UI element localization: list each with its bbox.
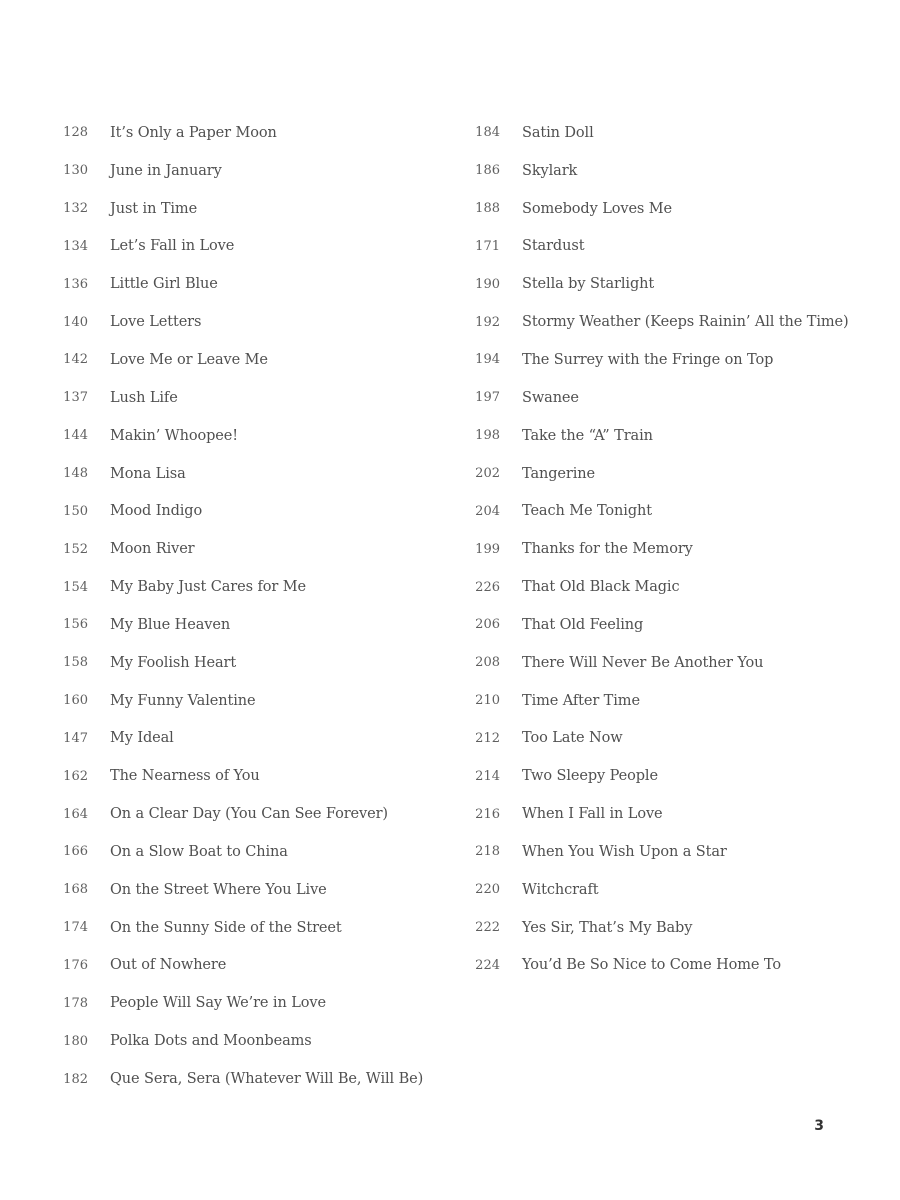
entry-song-title: Let’s Fall in Love	[110, 238, 235, 255]
contents-entry	[58, 909, 438, 947]
entry-song-title: Swanee	[522, 389, 579, 406]
contents-entry	[470, 341, 870, 379]
entry-page-number: 134	[63, 238, 88, 254]
contents-entry	[58, 303, 438, 341]
contents-entry	[58, 1060, 438, 1098]
entry-page-number: 128	[63, 125, 88, 141]
entry-song-title: Lush Life	[110, 389, 178, 406]
entry-page-number: 210	[475, 693, 500, 709]
contents-entry	[470, 303, 870, 341]
contents-entry	[58, 568, 438, 606]
contents-entry	[58, 228, 438, 266]
contents-entry	[470, 833, 870, 871]
entry-page-number: 224	[475, 957, 500, 973]
entry-page-number: 158	[63, 655, 88, 671]
entry-page-number: 197	[475, 390, 500, 406]
contents-entry	[58, 833, 438, 871]
entry-page-number: 136	[63, 276, 88, 292]
contents-entry	[58, 379, 438, 417]
contents-entry	[470, 909, 870, 947]
entry-page-number: 180	[63, 1033, 88, 1049]
entry-page-number: 144	[63, 428, 88, 444]
entry-song-title: You’d Be So Nice to Come Home To	[522, 957, 781, 974]
entry-page-number: 154	[63, 579, 88, 595]
entry-song-title: Mona Lisa	[110, 465, 186, 482]
contents-entry	[58, 720, 438, 758]
entry-page-number: 148	[63, 466, 88, 482]
entry-song-title: Love Me or Leave Me	[110, 351, 268, 368]
entry-page-number: 156	[63, 617, 88, 633]
contents-entry	[58, 1022, 438, 1060]
contents-entry	[58, 417, 438, 455]
entry-page-number: 174	[63, 920, 88, 936]
contents-entry	[470, 190, 870, 228]
contents-entry	[58, 530, 438, 568]
contents-entry	[470, 795, 870, 833]
entry-song-title: Just in Time	[110, 200, 198, 217]
entry-page-number: 190	[475, 276, 500, 292]
entry-page-number: 216	[475, 806, 500, 822]
entry-page-number: 208	[475, 655, 500, 671]
entry-song-title: Love Letters	[110, 314, 202, 331]
entry-song-title: Polka Dots and Moonbeams	[110, 1033, 312, 1050]
entry-song-title: My Funny Valentine	[110, 692, 256, 709]
entry-song-title: On a Slow Boat to China	[110, 843, 288, 860]
entry-song-title: That Old Black Magic	[522, 579, 680, 596]
entry-song-title: Little Girl Blue	[110, 276, 218, 293]
entry-song-title: Teach Me Tonight	[522, 503, 652, 520]
entry-page-number: 166	[63, 844, 88, 860]
entry-page-number: 202	[475, 466, 500, 482]
contents-entry	[470, 871, 870, 909]
entry-page-number: 140	[63, 314, 88, 330]
entry-page-number: 132	[63, 201, 88, 217]
contents-entry	[470, 530, 870, 568]
contents-entry	[470, 644, 870, 682]
contents-entry	[58, 795, 438, 833]
contents-entry	[470, 417, 870, 455]
entry-song-title: There Will Never Be Another You	[522, 654, 764, 671]
contents-entry	[470, 682, 870, 720]
entry-page-number: 212	[475, 730, 500, 746]
entry-page-number: 130	[63, 163, 88, 179]
contents-entry	[58, 152, 438, 190]
entry-song-title: When I Fall in Love	[522, 806, 663, 823]
entry-song-title: On the Sunny Side of the Street	[110, 919, 342, 936]
entry-page-number: 150	[63, 503, 88, 519]
contents-entry	[470, 455, 870, 493]
entry-page-number: 186	[475, 163, 500, 179]
contents-entry	[470, 757, 870, 795]
entry-page-number: 194	[475, 352, 500, 368]
entry-song-title: On a Clear Day (You Can See Forever)	[110, 806, 388, 823]
contents-entry	[58, 455, 438, 493]
contents-entry	[58, 682, 438, 720]
contents-left-column	[58, 114, 438, 1098]
entry-song-title: That Old Feeling	[522, 616, 644, 633]
contents-entry	[470, 114, 870, 152]
entry-song-title: Makin’ Whoopee!	[110, 427, 238, 444]
entry-song-title: June in January	[110, 162, 222, 179]
contents-entry	[58, 757, 438, 795]
entry-song-title: Two Sleepy People	[522, 768, 658, 785]
entry-song-title: Stardust	[522, 238, 585, 255]
entry-page-number: 214	[475, 768, 500, 784]
entry-page-number: 171	[475, 238, 500, 254]
entry-song-title: Stella by Starlight	[522, 276, 655, 293]
entry-song-title: Take the “A” Train	[522, 427, 653, 444]
entry-page-number: 176	[63, 957, 88, 973]
entry-song-title: Time After Time	[522, 692, 640, 709]
entry-song-title: Stormy Weather (Keeps Rainin’ All the Time)	[522, 314, 849, 331]
entry-song-title: Somebody Loves Me	[522, 200, 672, 217]
entry-song-title: My Ideal	[110, 730, 174, 747]
contents-entry	[58, 341, 438, 379]
entry-page-number: 184	[475, 125, 500, 141]
entry-song-title: Yes Sir, That’s My Baby	[522, 919, 693, 936]
entry-page-number: 168	[63, 882, 88, 898]
contents-entry	[470, 228, 870, 266]
entry-page-number: 164	[63, 806, 88, 822]
entry-page-number: 198	[475, 428, 500, 444]
contents-entry	[58, 190, 438, 228]
entry-song-title: Moon River	[110, 541, 195, 558]
contents-entry	[470, 606, 870, 644]
entry-page-number: 160	[63, 693, 88, 709]
entry-song-title: Satin Doll	[522, 124, 594, 141]
contents-entry	[58, 871, 438, 909]
entry-song-title: Tangerine	[522, 465, 595, 482]
entry-song-title: Out of Nowhere	[110, 957, 227, 974]
contents-entry	[58, 947, 438, 985]
contents-entry	[58, 114, 438, 152]
entry-song-title: My Blue Heaven	[110, 616, 231, 633]
entry-song-title: The Nearness of You	[110, 768, 260, 785]
contents-entry	[58, 265, 438, 303]
contents-entry	[58, 644, 438, 682]
entry-page-number: 206	[475, 617, 500, 633]
entry-song-title: Witchcraft	[522, 881, 599, 898]
entry-page-number: 142	[63, 352, 88, 368]
entry-page-number: 204	[475, 503, 500, 519]
entry-song-title: Too Late Now	[522, 730, 623, 747]
entry-song-title: It’s Only a Paper Moon	[110, 124, 277, 141]
entry-song-title: Mood Indigo	[110, 503, 203, 520]
entry-song-title: My Foolish Heart	[110, 654, 237, 671]
contents-entry	[470, 492, 870, 530]
contents-entry	[58, 606, 438, 644]
contents-right-column	[470, 114, 870, 984]
entry-song-title: Thanks for the Memory	[522, 541, 693, 558]
entry-song-title: People Will Say We’re in Love	[110, 995, 326, 1012]
entry-song-title: When You Wish Upon a Star	[522, 843, 727, 860]
contents-entry	[58, 492, 438, 530]
page-number: 3	[814, 1118, 824, 1134]
entry-page-number: 182	[63, 1071, 88, 1087]
contents-entry	[58, 984, 438, 1022]
entry-song-title: Que Sera, Sera (Whatever Will Be, Will Be)	[110, 1071, 424, 1088]
entry-page-number: 162	[63, 768, 88, 784]
entry-song-title: On the Street Where You Live	[110, 881, 327, 898]
entry-page-number: 199	[475, 541, 500, 557]
entry-page-number: 218	[475, 844, 500, 860]
entry-page-number: 192	[475, 314, 500, 330]
entry-page-number: 137	[63, 390, 88, 406]
contents-entry	[470, 568, 870, 606]
contents-entry	[470, 947, 870, 985]
entry-song-title: The Surrey with the Fringe on Top	[522, 351, 774, 368]
contents-entry	[470, 265, 870, 303]
entry-page-number: 188	[475, 201, 500, 217]
entry-page-number: 226	[475, 579, 500, 595]
contents-entry	[470, 379, 870, 417]
entry-song-title: My Baby Just Cares for Me	[110, 579, 306, 596]
entry-page-number: 220	[475, 882, 500, 898]
contents-entry	[470, 720, 870, 758]
entry-page-number: 178	[63, 995, 88, 1011]
entry-song-title: Skylark	[522, 162, 578, 179]
contents-entry	[470, 152, 870, 190]
entry-page-number: 152	[63, 541, 88, 557]
entry-page-number: 222	[475, 920, 500, 936]
entry-page-number: 147	[63, 730, 88, 746]
